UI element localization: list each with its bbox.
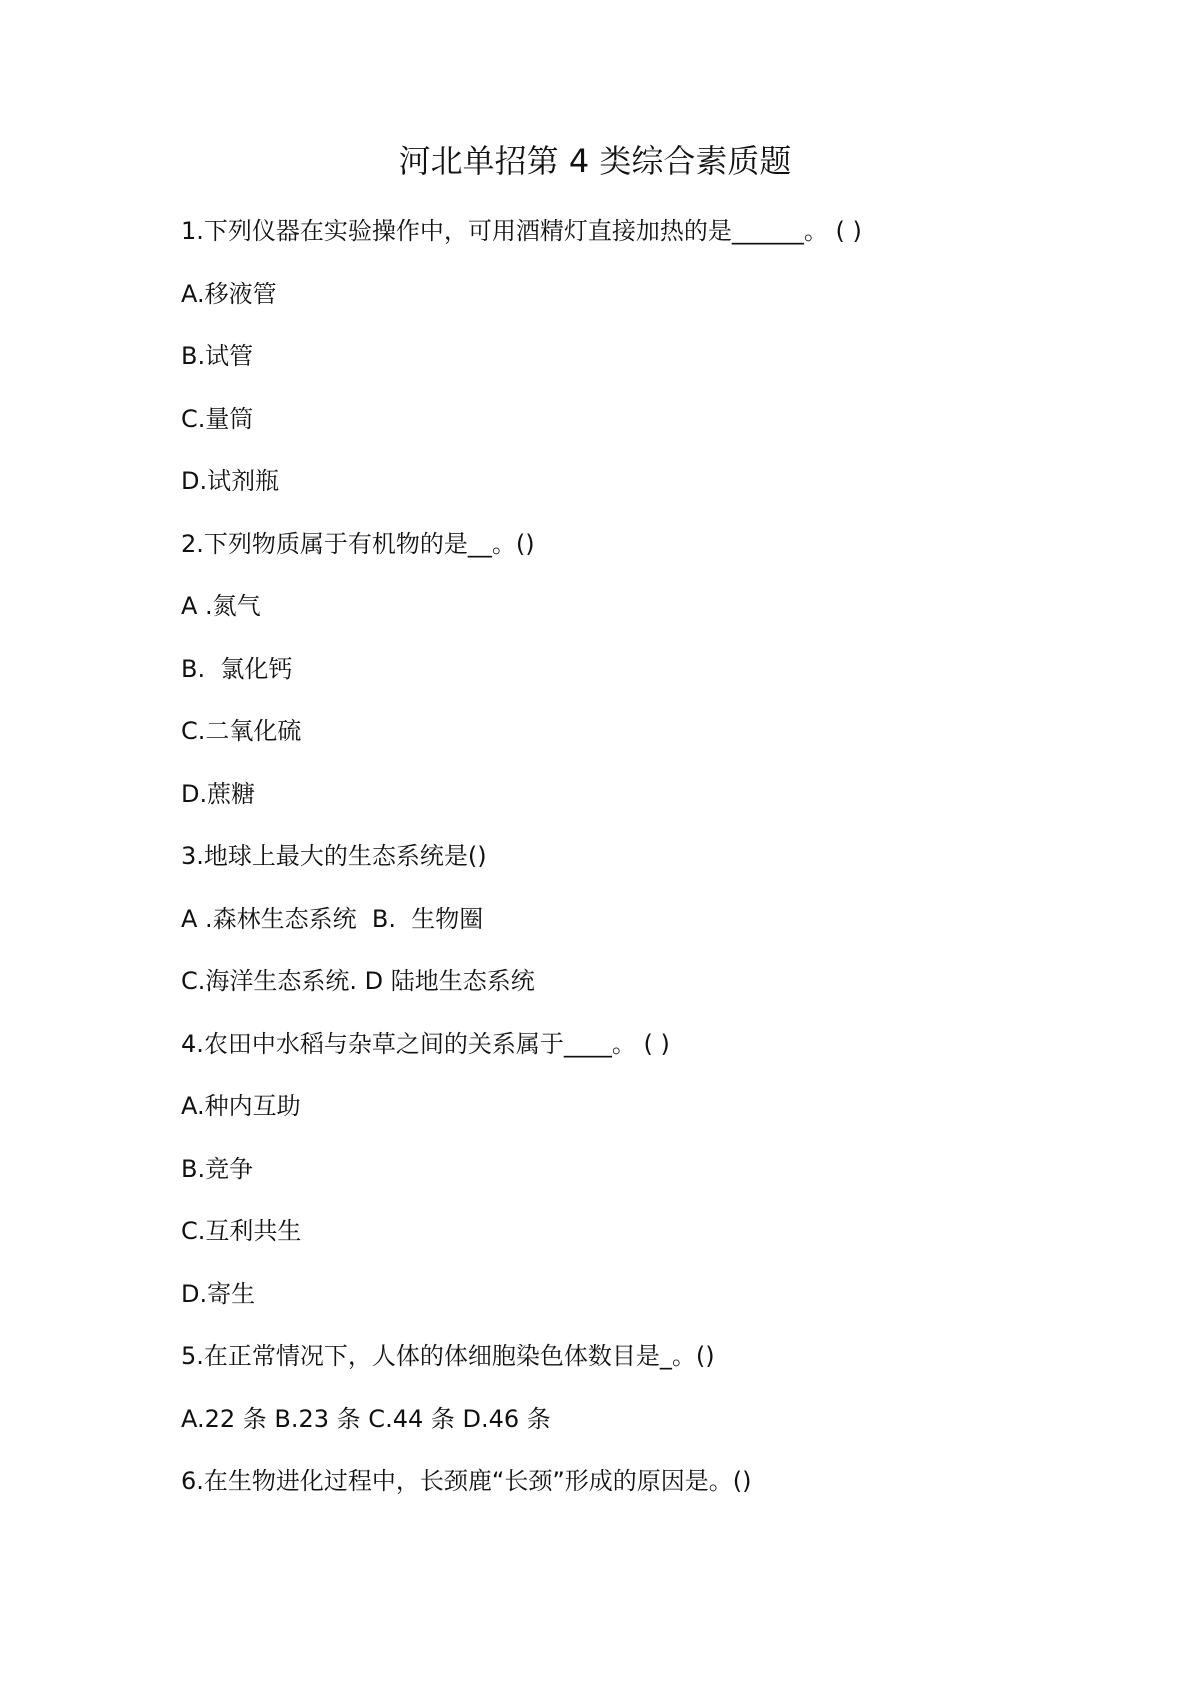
- option-line: A .氮气: [181, 592, 261, 620]
- option-line: B.试管: [181, 342, 254, 370]
- option-line: D.试剂瓶: [181, 467, 280, 495]
- option-line: A .森林生态系统 B. 生物圈: [181, 904, 484, 933]
- option-line: D.寄生: [181, 1279, 256, 1308]
- option-line: C.海洋生态系统. D 陆地生态系统: [181, 967, 535, 995]
- option-line: D.蔗糖: [181, 779, 256, 808]
- option-line: A.22 条 B.23 条 C.44 条 D.46 条: [181, 1404, 551, 1433]
- question-stem: 6.在生物进化过程中，长颈鹿“长颈”形成的原因是。(): [181, 1467, 752, 1495]
- option-line: C.二氧化硫: [181, 717, 302, 745]
- option-line: B. 氯化钙: [181, 654, 293, 683]
- question-stem: 2.下列物质属于有机物的是__。(): [181, 529, 535, 558]
- document-title: 河北单招第 4 类综合素质题: [398, 142, 792, 180]
- option-line: A.种内互助: [181, 1092, 301, 1120]
- question-stem: 4.农田中水稻与杂草之间的关系属于____。 ( ): [181, 1029, 670, 1058]
- option-line: A.移液管: [181, 279, 277, 308]
- question-stem: 3.地球上最大的生态系统是(): [181, 842, 487, 870]
- option-line: B.竞争: [181, 1154, 254, 1183]
- question-stem: 5.在正常情况下，人体的体细胞染色体数目是_。(): [181, 1342, 715, 1370]
- option-line: C.互利共生: [181, 1217, 302, 1245]
- option-line: C.量筒: [181, 404, 254, 433]
- question-stem: 1.下列仪器在实验操作中，可用酒精灯直接加热的是______。 ( ): [181, 217, 862, 245]
- question-list: [181, 200, 1141, 1513]
